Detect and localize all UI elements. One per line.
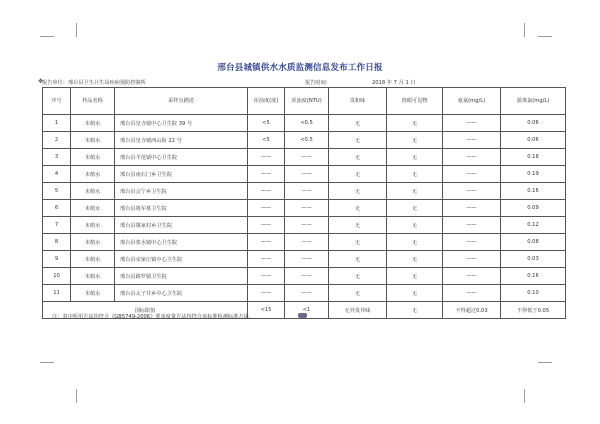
table-row [43,234,566,251]
cell-no: 9 [43,251,71,268]
header-visible: 肉眼可见物 [387,88,443,115]
cell-visible: 无 [387,132,443,149]
cell-no: 1 [43,115,71,132]
cell-turbidity: —— [248,251,285,268]
cell-turbidity: <5 [248,115,285,132]
cell-ammonia: —— [443,166,501,183]
cell-turbidity-ntu: —— [285,183,329,200]
cell-ammonia: —— [443,132,501,149]
standard-chlorine: 不得低于0.05 [501,302,566,319]
cell-visible: 无 [387,183,443,200]
cell-visible: 无 [387,166,443,183]
cell-turbidity: —— [248,183,285,200]
cell-name: 末梢水 [71,166,115,183]
cell-visible: 无 [387,234,443,251]
cell-no: 11 [43,285,71,302]
cell-chlorine: 0.12 [501,217,566,234]
header-turbidity-ntu: 浑浊度(NTU) [285,88,329,115]
crop-mark [538,36,552,37]
crop-mark [524,23,525,37]
table-row [43,149,566,166]
cell-ammonia: —— [443,200,501,217]
cell-visible: 无 [387,285,443,302]
cell-location: 邢台县皇寺镇中心卫生院 39 号 [115,115,248,132]
cell-name: 末梢水 [71,217,115,234]
table-row [43,166,566,183]
table-row [43,268,566,285]
cell-turbidity: —— [248,200,285,217]
cell-location: 邢台县太子井乡中心卫生院 [115,285,248,302]
water-quality-table [42,87,566,319]
cell-no: 5 [43,183,71,200]
header-odor: 臭和味 [329,88,387,115]
cell-odor: 无 [329,166,387,183]
standard-ammonia: 不得超过0.03 [443,302,501,319]
header-ammonia: 氨氮(mg/L) [443,88,501,115]
cell-odor: 无 [329,268,387,285]
header-name: 样品名称 [71,88,115,115]
crop-mark [524,389,525,403]
report-date-label: 报告时间： [305,80,331,86]
cell-turbidity: —— [248,149,285,166]
cell-odor: 无 [329,217,387,234]
cell-name: 末梢水 [71,149,115,166]
cell-ammonia: —— [443,251,501,268]
cell-location: 邢台县南石门乡卫生院 [115,166,248,183]
cell-odor: 无 [329,115,387,132]
header-location: 采样点描述 [115,88,248,115]
cell-ammonia: —— [443,217,501,234]
table-row [43,285,566,302]
cell-name: 末梢水 [71,268,115,285]
table-row [43,251,566,268]
crop-mark [76,23,77,37]
cell-turbidity-ntu: <0.5 [285,115,329,132]
cell-turbidity-ntu: —— [285,268,329,285]
cell-turbidity-ntu: —— [285,217,329,234]
cell-turbidity-ntu: —— [285,200,329,217]
cell-name: 末梢水 [71,251,115,268]
cell-chlorine: 0.06 [501,132,566,149]
crop-mark [40,362,54,363]
cell-chlorine: 0.16 [501,268,566,285]
standard-turbidity: <15 [248,302,285,319]
table-header-row [43,88,566,115]
cell-odor: 无 [329,285,387,302]
cell-no: 3 [43,149,71,166]
cell-location: 邢台县羊范镇中心卫生院 [115,149,248,166]
cell-location: 邢台县会宁乡卫生院 [115,183,248,200]
cell-turbidity: <5 [248,132,285,149]
cell-chlorine: 0.06 [501,115,566,132]
cell-turbidity-ntu: —— [285,234,329,251]
cell-turbidity: —— [248,285,285,302]
cell-no: 2 [43,132,71,149]
anchor-marker-icon[interactable] [298,313,307,318]
cell-name: 末梢水 [71,132,115,149]
table-row [43,115,566,132]
cell-odor: 无 [329,183,387,200]
standard-visible: 无 [387,302,443,319]
cell-turbidity-ntu: <0.5 [285,132,329,149]
crop-mark [538,362,552,363]
table-row [43,200,566,217]
standard-label: 国标限值 [43,302,248,319]
cell-odor: 无 [329,149,387,166]
cell-visible: 无 [387,115,443,132]
table-body [43,115,566,302]
standard-turbidity-ntu: <1 [285,302,329,319]
cell-ammonia: —— [443,234,501,251]
cell-chlorine: 0.16 [501,183,566,200]
cell-chlorine: 0.03 [501,251,566,268]
cell-name: 末梢水 [71,200,115,217]
cell-ammonia: —— [443,149,501,166]
cell-no: 8 [43,234,71,251]
cell-location: 邢台县浆水镇中心卫生院 [115,234,248,251]
cell-chlorine: 0.19 [501,166,566,183]
cell-chlorine: 0.10 [501,285,566,302]
crop-mark [40,36,54,37]
cell-name: 末梢水 [71,285,115,302]
report-title: 邢台县城镇供水水质监测信息发布工作日报 [217,63,383,73]
cell-no: 7 [43,217,71,234]
cell-visible: 无 [387,268,443,285]
cell-turbidity-ntu: —— [285,285,329,302]
cell-no: 6 [43,200,71,217]
header-chlorine: 游离氯(mg/L) [501,88,566,115]
cell-chlorine: 0.08 [501,234,566,251]
cell-name: 末梢水 [71,183,115,200]
cell-visible: 无 [387,200,443,217]
header-no: 序号 [43,88,71,115]
cell-location: 邢台县宋家庄镇中心卫生院 [115,251,248,268]
cell-chlorine: 0.09 [501,200,566,217]
cell-turbidity: —— [248,234,285,251]
cell-turbidity-ntu: —— [285,166,329,183]
cell-turbidity-ntu: —— [285,251,329,268]
standard-odor: 无异臭异味 [329,302,387,319]
cell-no: 4 [43,166,71,183]
cell-odor: 无 [329,132,387,149]
cell-turbidity: —— [248,268,285,285]
cell-turbidity: —— [248,166,285,183]
report-org: 报告单位：邢台县卫生计生局疾病预防控制所 [42,80,146,86]
footnote: 注：表中所用方法均符合《GB5749-2006》要求度量方法均符合该标准检测标准方法。 [52,314,254,320]
cell-odor: 无 [329,200,387,217]
cell-ammonia: —— [443,268,501,285]
cell-location: 邢台县冀家村乡卫生院 [115,217,248,234]
table-row [43,217,566,234]
move-handle-icon[interactable]: ✥ [38,78,44,85]
cell-location: 邢台县皇寺镇西山街 22 号 [115,132,248,149]
table-row [43,183,566,200]
cell-visible: 无 [387,217,443,234]
cell-visible: 无 [387,149,443,166]
cell-ammonia: —— [443,115,501,132]
report-date: 2018 年 7 月 1 日 [372,80,416,86]
cell-ammonia: —— [443,183,501,200]
cell-ammonia: —— [443,285,501,302]
cell-odor: 无 [329,234,387,251]
cell-turbidity-ntu: —— [285,149,329,166]
cell-visible: 无 [387,251,443,268]
cell-name: 末梢水 [71,115,115,132]
cell-chlorine: 0.18 [501,149,566,166]
table-row [43,132,566,149]
cell-location: 邢台县将军墓卫生院 [115,200,248,217]
cell-name: 末梢水 [71,234,115,251]
cell-turbidity: —— [248,217,285,234]
header-turbidity: 浑浊度(度) [248,88,285,115]
cell-no: 10 [43,268,71,285]
cell-odor: 无 [329,251,387,268]
cell-location: 邢台县路罗镇卫生院 [115,268,248,285]
crop-mark [76,389,77,403]
